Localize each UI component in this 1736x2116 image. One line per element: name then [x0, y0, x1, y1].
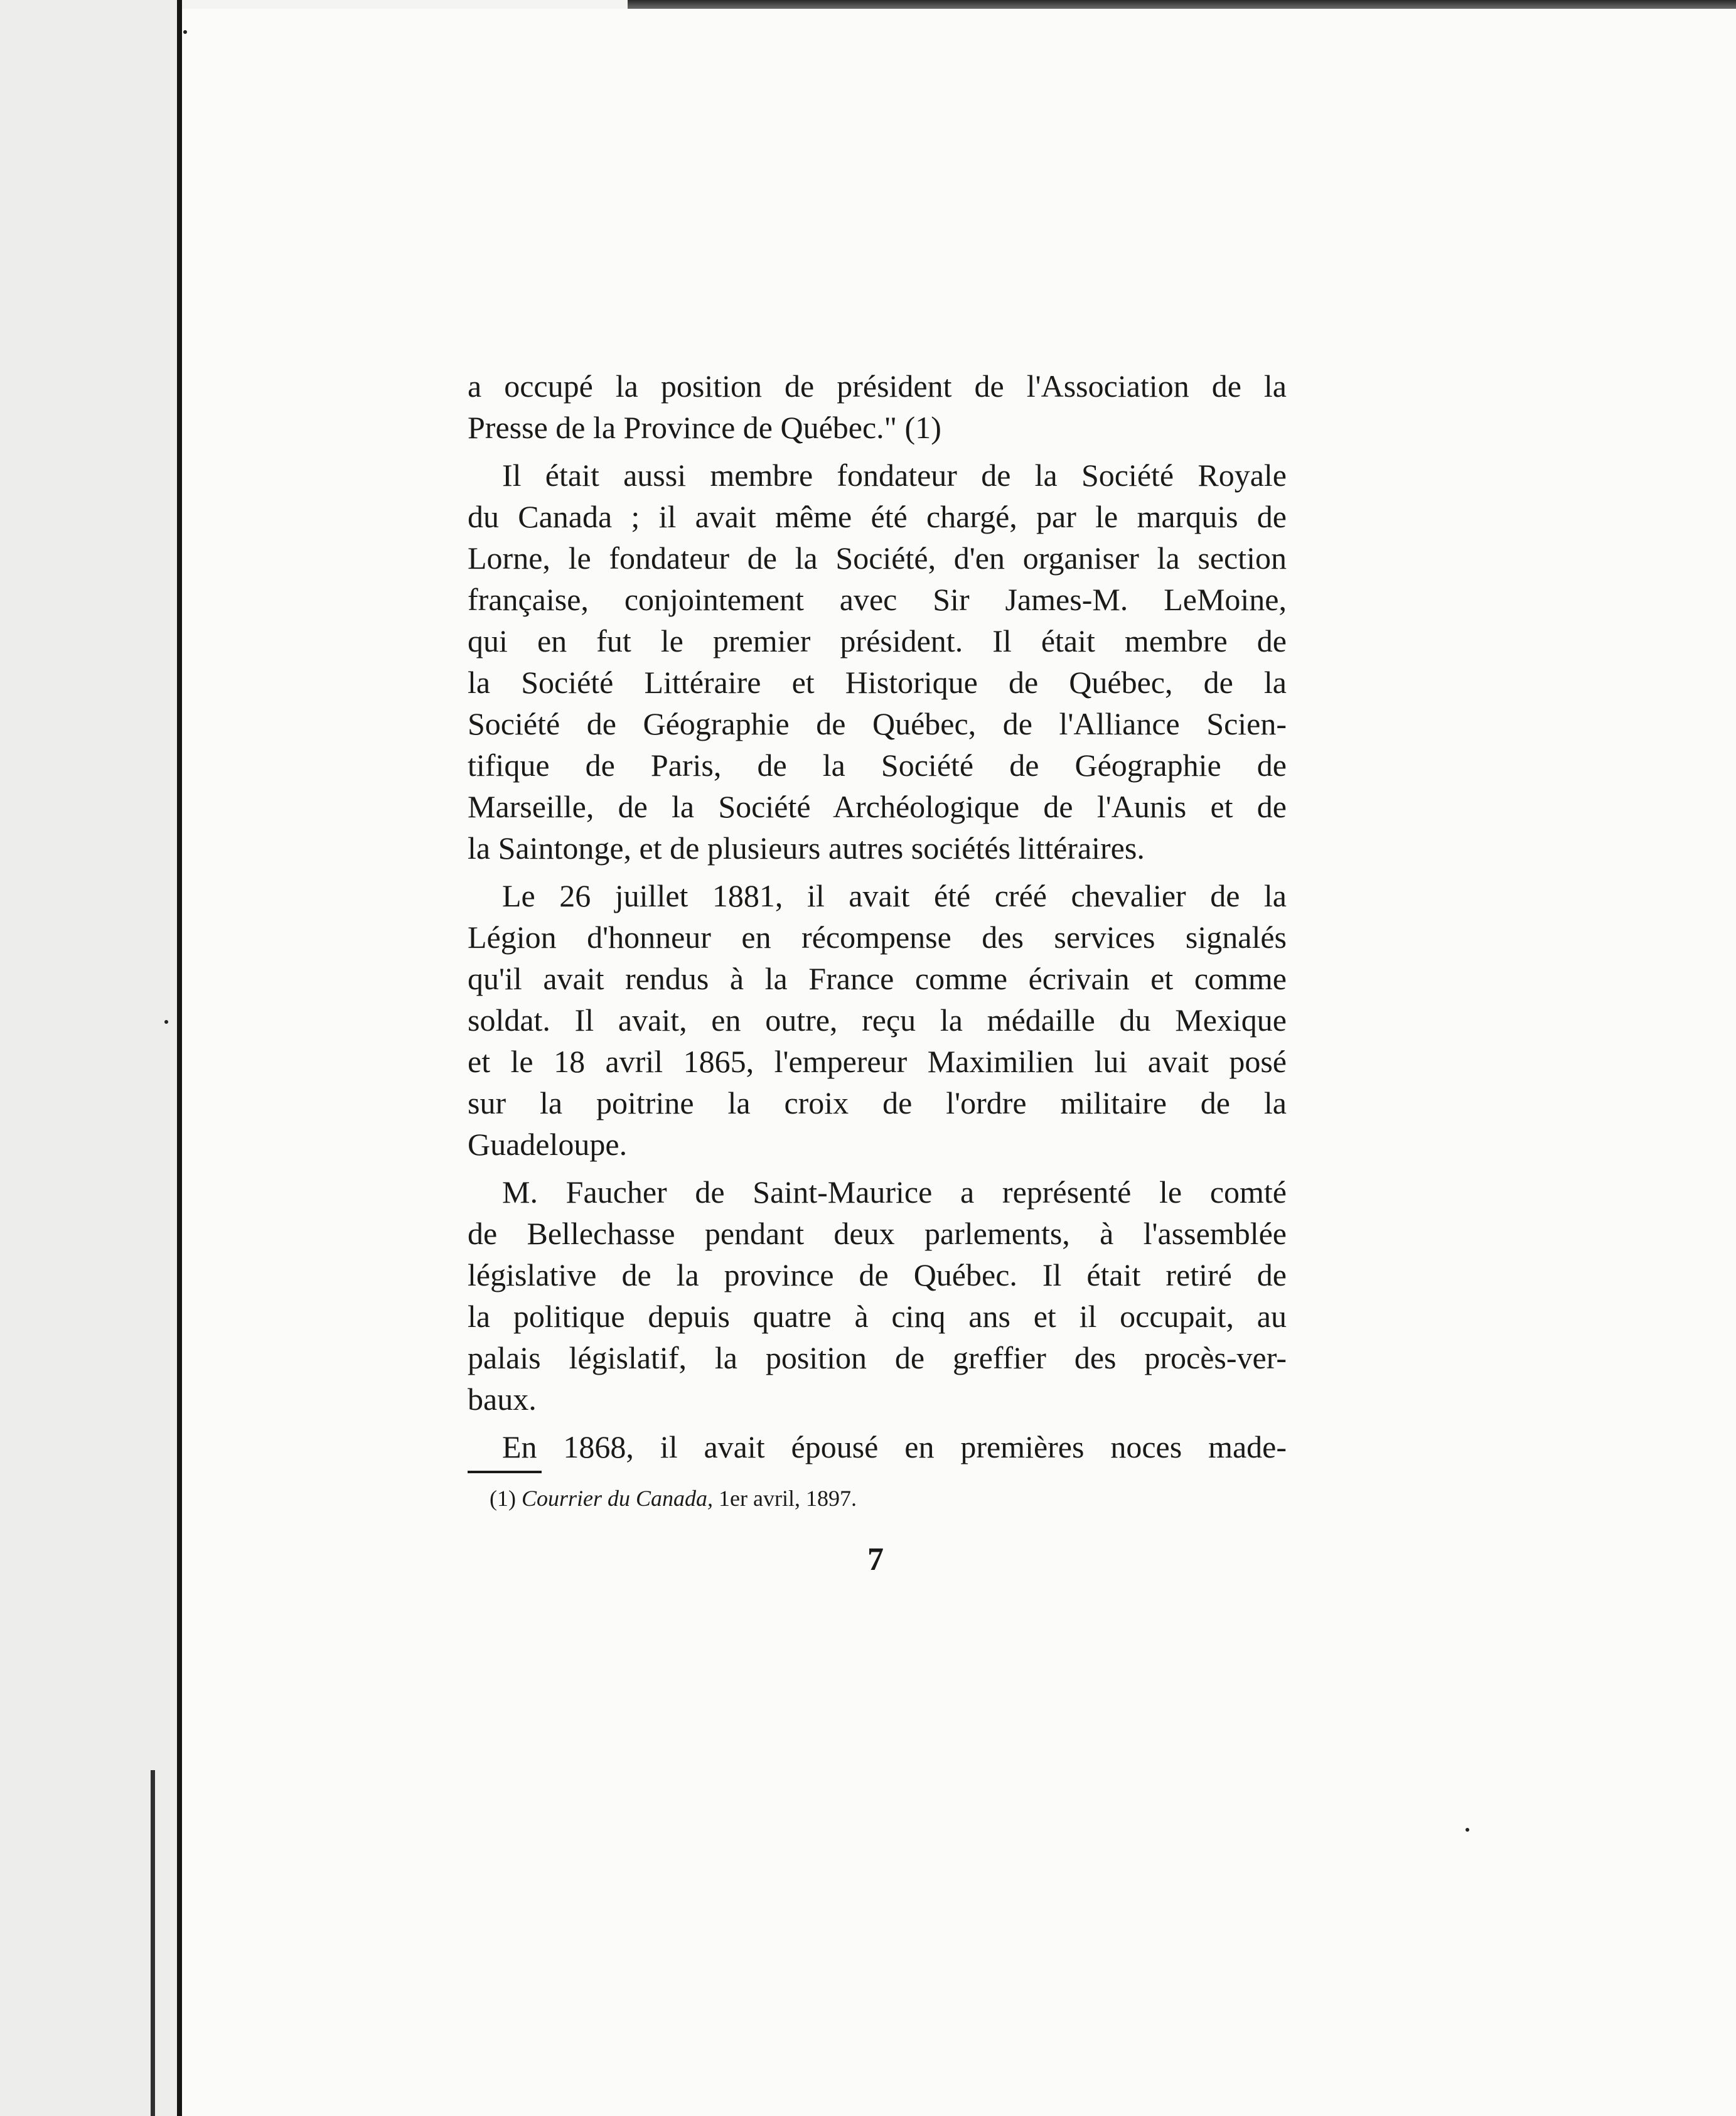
- text-line: M. Faucher de Saint-Maurice a représenté le comté: [502, 1174, 1287, 1210]
- text-line: la politique depuis quatre à cinq ans et il occupait, au: [468, 1299, 1287, 1334]
- text-line: Le 26 juillet 1881, il avait été créé chevalier de la: [502, 878, 1287, 913]
- text-line: Marseille, de la Société Archéologique de l'Aunis et de: [468, 789, 1287, 824]
- text-line: Guadeloupe.: [468, 1127, 628, 1162]
- text-line: Lorne, le fondateur de la Société, d'en organiser la section: [468, 540, 1287, 576]
- text-line: de Bellechasse pendant deux parlements, à l'assemblée: [468, 1216, 1287, 1251]
- text-line: qui en fut le premier président. Il était membre de: [468, 623, 1287, 658]
- scan-binding-edge-lower: [151, 1770, 155, 2116]
- text-line: la Société Littéraire et Historique de Québec, de la: [468, 665, 1287, 700]
- scan-binding-edge: [177, 0, 182, 2116]
- scan-speck: [1465, 1828, 1469, 1832]
- footnote-source-title: Courrier du Canada,: [521, 1486, 714, 1511]
- text-line: qu'il avait rendus à la France comme écrivain et comme: [468, 961, 1287, 996]
- text-line: législative de la province de Québec. Il était retiré de: [468, 1257, 1287, 1292]
- text-line: Société de Géographie de Québec, de l'Alliance Scien-: [468, 706, 1287, 741]
- footnote-marker: (1): [490, 1486, 516, 1511]
- text-line: tifique de Paris, de la Société de Géographie de: [468, 748, 1287, 783]
- text-line: soldat. Il avait, en outre, reçu la médaille du Mexique: [468, 1002, 1287, 1038]
- text-line: du Canada ; il avait même été chargé, par le marquis de: [468, 499, 1287, 534]
- paragraph-1: [468, 365, 1287, 448]
- text-line: baux.: [468, 1382, 537, 1417]
- paragraph-4: [468, 1171, 1287, 1420]
- footnote-date: 1er avril, 1897.: [719, 1486, 857, 1511]
- text-line: la Saintonge, et de plusieurs autres sociétés littéraires.: [468, 830, 1145, 866]
- text-line: et le 18 avril 1865, l'empereur Maximilien lui avait posé: [468, 1044, 1287, 1079]
- text-line: sur la poitrine la croix de l'ordre militaire de la: [468, 1085, 1287, 1120]
- footnote-rule: [468, 1471, 542, 1473]
- text-line: Légion d'honneur en récompense des services signalés: [468, 920, 1287, 955]
- paragraph-5: [468, 1426, 1287, 1468]
- text-line: française, conjointement avec Sir James-M. LeMoine,: [468, 582, 1287, 617]
- text-line: a occupé la position de président de l'Association de la: [468, 368, 1287, 404]
- text-line: palais législatif, la position de greffier des procès-ver-: [468, 1340, 1287, 1375]
- text-line: Il était aussi membre fondateur de la Société Royale: [502, 458, 1287, 493]
- scan-top-edge: [628, 0, 1736, 9]
- page-number: 7: [867, 1542, 884, 1577]
- text-line: En 1868, il avait épousé en premières noces made-: [502, 1429, 1287, 1464]
- footnote: [490, 1483, 857, 1514]
- text-line: Presse de la Province de Québec." (1): [468, 410, 941, 445]
- paragraph-3: [468, 875, 1287, 1165]
- scan-speck: [164, 1020, 168, 1024]
- scan-speck: [183, 30, 187, 34]
- body-text: [468, 365, 1287, 1474]
- paragraph-2: [468, 454, 1287, 869]
